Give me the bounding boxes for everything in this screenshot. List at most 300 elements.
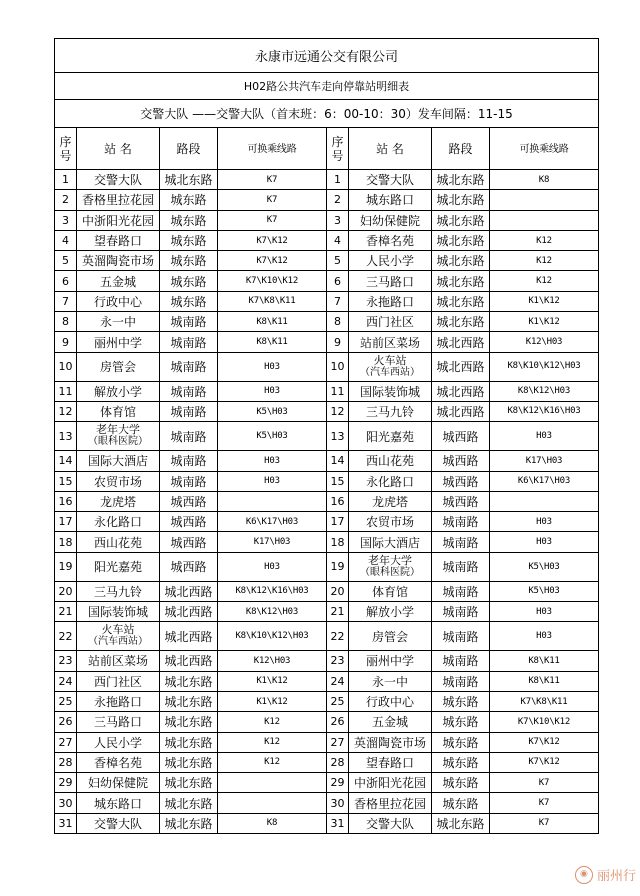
- seq-number: 29: [327, 773, 349, 793]
- transfer-lines: K12: [490, 251, 599, 271]
- station-name: [349, 671, 432, 691]
- table-row: [55, 291, 599, 311]
- table-row: [55, 210, 599, 230]
- station-name: [349, 170, 432, 190]
- road-name: 城北西路: [160, 651, 218, 671]
- road-name: 城南路: [160, 381, 218, 401]
- seq-number: 6: [55, 271, 77, 291]
- station-name: [77, 752, 160, 772]
- transfer-lines: K1\K12: [218, 691, 327, 711]
- road-name: 城东路: [432, 752, 490, 772]
- station-name-text: 阳光嘉苑: [93, 560, 142, 575]
- seq-number: 4: [327, 230, 349, 250]
- transfer-lines: H03: [490, 422, 599, 451]
- road-name: 城北东路: [432, 813, 490, 833]
- station-name-text: 龙虎塔: [99, 495, 136, 509]
- seq-number: 15: [327, 471, 349, 491]
- road-name: 城南路: [160, 352, 218, 381]
- station-name-text: 香格里拉花园: [81, 193, 154, 208]
- station-name-text: 国际大酒店: [359, 535, 420, 550]
- road-name: 城北东路: [432, 312, 490, 332]
- transfer-lines: K8\K10\K12\H03: [490, 352, 599, 381]
- transfer-lines: K5\H03: [490, 552, 599, 581]
- seq-number: 1: [327, 170, 349, 190]
- road-name: 城北东路: [160, 712, 218, 732]
- station-name: [77, 691, 160, 711]
- station-name: [349, 752, 432, 772]
- station-name-text: 香樟名苑: [365, 234, 414, 249]
- transfer-lines: K8\K12\H03: [490, 381, 599, 401]
- seq-number: 5: [55, 251, 77, 271]
- header-lines-left: [218, 128, 327, 170]
- seq-number: 8: [327, 312, 349, 332]
- road-name: 城北东路: [432, 271, 490, 291]
- seq-number: 26: [55, 712, 77, 732]
- table-row: [55, 512, 599, 532]
- station-name: [77, 190, 160, 210]
- table-row: [55, 190, 599, 210]
- station-name: [77, 512, 160, 532]
- table-row: [55, 793, 599, 813]
- transfer-lines: K5\H03: [490, 581, 599, 601]
- station-name-text: 交警大队: [365, 816, 414, 831]
- seq-number: 5: [327, 251, 349, 271]
- transfer-lines: H03: [218, 552, 327, 581]
- road-name: 城北西路: [160, 581, 218, 601]
- seq-number: 31: [55, 813, 77, 833]
- table-row: [55, 491, 599, 511]
- seq-number: 9: [327, 332, 349, 352]
- station-name-text: 西门社区: [365, 315, 414, 330]
- station-name-note: （眼科医院）: [88, 436, 148, 448]
- header-seq-left: [55, 128, 77, 170]
- station-name-text: 行政中心: [93, 294, 142, 309]
- road-name: 城东路: [160, 271, 218, 291]
- transfer-lines: H03: [490, 532, 599, 552]
- station-name: [77, 471, 160, 491]
- transfer-lines: K12: [490, 271, 599, 291]
- station-name: [349, 552, 432, 581]
- transfer-lines: K7\K10\K12: [490, 712, 599, 732]
- road-name: 城北西路: [432, 332, 490, 352]
- road-name: 城南路: [432, 581, 490, 601]
- station-name-text: 西山花苑: [93, 535, 142, 550]
- station-name: [77, 552, 160, 581]
- seq-number: 25: [327, 691, 349, 711]
- station-name: [349, 312, 432, 332]
- station-name: [77, 773, 160, 793]
- station-name: [349, 381, 432, 401]
- road-name: 城东路: [432, 773, 490, 793]
- seq-number: 24: [55, 671, 77, 691]
- seq-number: 22: [55, 622, 77, 651]
- road-name: 城北东路: [432, 190, 490, 210]
- table-row: [55, 471, 599, 491]
- station-name-text: 中浙阳光花园: [353, 776, 426, 791]
- table-row: [55, 271, 599, 291]
- station-name-text: 交警大队: [93, 173, 142, 188]
- station-name: [349, 773, 432, 793]
- station-name: [349, 691, 432, 711]
- seq-number: 22: [327, 622, 349, 651]
- station-name-text: 英溜陶瓷市场: [81, 254, 154, 269]
- station-name-note: （汽车西站）: [360, 366, 420, 378]
- road-name: 城南路: [160, 312, 218, 332]
- table-row: [55, 671, 599, 691]
- road-name: 城东路: [160, 291, 218, 311]
- watermark: [575, 865, 636, 884]
- road-name: 城东路: [160, 210, 218, 230]
- station-name-text: 解放小学: [365, 605, 414, 620]
- station-name-text: 三马路口: [93, 715, 142, 730]
- table-subtitle: H02路公共汽车走向停靠站明细表: [55, 73, 599, 100]
- road-name: 城北东路: [160, 671, 218, 691]
- transfer-lines: H03: [218, 451, 327, 471]
- transfer-lines: K17\H03: [218, 532, 327, 552]
- transfer-lines: [490, 210, 599, 230]
- station-name-text: 房管会: [99, 360, 136, 375]
- road-name: 城北东路: [432, 230, 490, 250]
- station-name-text: 国际装饰城: [87, 605, 148, 620]
- road-name: 城北东路: [160, 813, 218, 833]
- seq-number: 11: [55, 381, 77, 401]
- table-row: [55, 651, 599, 671]
- seq-number: 7: [327, 291, 349, 311]
- transfer-lines: K8\K11: [490, 671, 599, 691]
- transfer-lines: K6\K17\H03: [490, 471, 599, 491]
- transfer-lines: K8\K12\K16\H03: [490, 401, 599, 421]
- table-row: [55, 773, 599, 793]
- table-row: [55, 312, 599, 332]
- station-name-text: 体育馆: [371, 584, 408, 599]
- seq-number: 21: [327, 602, 349, 622]
- transfer-lines: K7: [490, 813, 599, 833]
- station-name-text: 火车站: [373, 353, 407, 367]
- station-name: [349, 210, 432, 230]
- table-row: [55, 401, 599, 421]
- header-road-right: 路段: [432, 128, 490, 170]
- transfer-lines: K5\H03: [218, 422, 327, 451]
- station-name: [77, 291, 160, 311]
- station-name-text: 中浙阳光花园: [81, 213, 154, 228]
- transfer-lines: K8\K10\K12\H03: [218, 622, 327, 651]
- station-name-text: 城东路口: [93, 796, 142, 811]
- transfer-lines: K8: [490, 170, 599, 190]
- table-row: [55, 752, 599, 772]
- seq-number: 3: [327, 210, 349, 230]
- road-name: 城北东路: [160, 691, 218, 711]
- transfer-lines: K7: [218, 170, 327, 190]
- seq-number: 12: [327, 401, 349, 421]
- station-name: [349, 271, 432, 291]
- road-name: 城西路: [160, 491, 218, 511]
- seq-number: 27: [55, 732, 77, 752]
- station-name: [349, 230, 432, 250]
- seq-number: 11: [327, 381, 349, 401]
- station-name-text: 三马路口: [365, 274, 414, 289]
- station-name-text: 五金城: [99, 274, 136, 289]
- station-name-text: 妇幼保健院: [359, 213, 420, 228]
- seq-number: 20: [327, 581, 349, 601]
- transfer-lines: K1\K12: [490, 312, 599, 332]
- station-name-text: 五金城: [371, 715, 408, 730]
- station-name-text: 永化路口: [365, 474, 414, 489]
- route-info: 交警大队 ——交警大队（首末班：6：00-10：30）发车间隔：11-15: [55, 100, 599, 128]
- road-name: 城东路: [432, 793, 490, 813]
- station-name: [349, 401, 432, 421]
- table-row: [55, 532, 599, 552]
- table-row: [55, 170, 599, 190]
- header-lines-label: 可换乘线路: [519, 143, 569, 155]
- table-row: [55, 352, 599, 381]
- station-name: [77, 381, 160, 401]
- station-name: [349, 732, 432, 752]
- station-name-text: 城东路口: [365, 193, 414, 208]
- table-row: [55, 251, 599, 271]
- road-name: 城北西路: [432, 352, 490, 381]
- road-name: 城东路: [432, 691, 490, 711]
- table-row: [55, 332, 599, 352]
- transfer-lines: H03: [490, 602, 599, 622]
- station-name: [77, 210, 160, 230]
- transfer-lines: K1\K12: [218, 671, 327, 691]
- station-name: [77, 712, 160, 732]
- station-name-text: 三马九铃: [93, 584, 142, 599]
- station-name: [77, 602, 160, 622]
- transfer-lines: K8\K11: [490, 651, 599, 671]
- station-name-text: 丽州中学: [93, 335, 142, 350]
- station-name-text: 国际大酒店: [87, 454, 148, 469]
- station-name: [349, 251, 432, 271]
- station-name-text: 火车站: [101, 623, 135, 637]
- station-name-text: 永一中: [99, 315, 136, 330]
- station-name-text: 交警大队: [365, 173, 414, 188]
- transfer-lines: K7\K12: [218, 251, 327, 271]
- seq-number: 25: [55, 691, 77, 711]
- seq-number: 24: [327, 671, 349, 691]
- road-name: 城东路: [432, 712, 490, 732]
- header-seq-label: 序号: [331, 134, 344, 163]
- header-lines-label: 可换乘线路: [247, 143, 297, 155]
- seq-number: 13: [327, 422, 349, 451]
- watermark-text: 丽州行: [596, 869, 636, 884]
- station-name-text: 老年大学: [96, 423, 140, 437]
- station-name: [349, 332, 432, 352]
- transfer-lines: K12: [218, 732, 327, 752]
- seq-number: 19: [55, 552, 77, 581]
- station-name-text: 三马九铃: [365, 405, 414, 420]
- station-name-text: 老年大学: [368, 553, 412, 567]
- transfer-lines: K7\K8\K11: [218, 291, 327, 311]
- road-name: 城西路: [432, 451, 490, 471]
- station-name: [77, 671, 160, 691]
- seq-number: 16: [55, 491, 77, 511]
- transfer-lines: [218, 491, 327, 511]
- station-name: [77, 332, 160, 352]
- station-name: [77, 581, 160, 601]
- seq-number: 10: [55, 352, 77, 381]
- station-name: [77, 271, 160, 291]
- seq-number: 2: [55, 190, 77, 210]
- road-name: 城北东路: [160, 170, 218, 190]
- table-row: [55, 381, 599, 401]
- station-name: [77, 732, 160, 752]
- road-name: 城南路: [160, 401, 218, 421]
- transfer-lines: K1\K12: [490, 291, 599, 311]
- station-name: [349, 422, 432, 451]
- seq-number: 16: [327, 491, 349, 511]
- transfer-lines: K6\K17\H03: [218, 512, 327, 532]
- station-name-text: 龙虎塔: [371, 495, 408, 509]
- seq-number: 13: [55, 422, 77, 451]
- road-name: 城南路: [160, 451, 218, 471]
- seq-number: 7: [55, 291, 77, 311]
- seq-number: 18: [55, 532, 77, 552]
- table-row: [55, 230, 599, 250]
- transfer-lines: K7\K8\K11: [490, 691, 599, 711]
- road-name: 城东路: [160, 230, 218, 250]
- header-seq-label: 序号: [59, 134, 72, 163]
- seq-number: 26: [327, 712, 349, 732]
- station-name-text: 阳光嘉苑: [365, 429, 414, 444]
- station-name: [77, 170, 160, 190]
- station-name: [349, 512, 432, 532]
- station-name-text: 香格里拉花园: [353, 796, 426, 811]
- station-name-text: 妇幼保健院: [87, 776, 148, 791]
- table-row: [55, 813, 599, 833]
- seq-number: 28: [327, 752, 349, 772]
- header-lines-right: [490, 128, 599, 170]
- station-name-text: 望春路口: [93, 234, 142, 249]
- wechat-logo-icon: ◉: [575, 866, 593, 884]
- seq-number: 18: [327, 532, 349, 552]
- transfer-lines: [218, 773, 327, 793]
- company-title: 永康市远通公交有限公司: [55, 39, 599, 73]
- station-name: [77, 251, 160, 271]
- station-name: [77, 422, 160, 451]
- seq-number: 2: [327, 190, 349, 210]
- table-row: [55, 732, 599, 752]
- station-name: [77, 622, 160, 651]
- station-name: [77, 793, 160, 813]
- transfer-lines: K7\K10\K12: [218, 271, 327, 291]
- seq-number: 21: [55, 602, 77, 622]
- header-road-left: 路段: [160, 128, 218, 170]
- road-name: 城西路: [160, 532, 218, 552]
- station-name-text: 永拖路口: [93, 695, 142, 710]
- transfer-lines: K7\K12: [218, 230, 327, 250]
- station-name: [349, 352, 432, 381]
- station-name-text: 永化路口: [93, 515, 142, 530]
- seq-number: 4: [55, 230, 77, 250]
- transfer-lines: K12: [490, 230, 599, 250]
- road-name: 城北东路: [432, 251, 490, 271]
- transfer-lines: K8\K12\H03: [218, 602, 327, 622]
- road-name: 城南路: [432, 532, 490, 552]
- road-name: 城北西路: [432, 381, 490, 401]
- station-name: [349, 291, 432, 311]
- road-name: 城西路: [432, 471, 490, 491]
- road-name: 城北西路: [160, 602, 218, 622]
- station-name: [349, 813, 432, 833]
- station-schedule-table: [54, 38, 599, 834]
- road-name: 城西路: [432, 422, 490, 451]
- road-name: 城南路: [432, 651, 490, 671]
- transfer-lines: K7: [490, 793, 599, 813]
- seq-number: 29: [55, 773, 77, 793]
- seq-number: 14: [55, 451, 77, 471]
- seq-number: 27: [327, 732, 349, 752]
- station-name-text: 人民小学: [93, 735, 142, 750]
- seq-number: 12: [55, 401, 77, 421]
- station-name: [77, 401, 160, 421]
- station-name-text: 行政中心: [365, 695, 414, 710]
- seq-number: 23: [327, 651, 349, 671]
- header-station-right: 站 名: [349, 128, 432, 170]
- station-name-text: 国际装饰城: [359, 384, 420, 399]
- station-name: [349, 491, 432, 511]
- road-name: 城北东路: [432, 170, 490, 190]
- table-row: [55, 581, 599, 601]
- seq-number: 30: [327, 793, 349, 813]
- station-name-text: 望春路口: [365, 755, 414, 770]
- transfer-lines: H03: [218, 352, 327, 381]
- road-name: 城西路: [160, 512, 218, 532]
- station-name-text: 站前区菜场: [359, 335, 420, 350]
- road-name: 城北东路: [160, 732, 218, 752]
- station-name: [77, 230, 160, 250]
- road-name: 城东路: [160, 190, 218, 210]
- road-name: 城南路: [160, 471, 218, 491]
- transfer-lines: [218, 793, 327, 813]
- transfer-lines: K8\K11: [218, 312, 327, 332]
- table-row: [55, 602, 599, 622]
- transfer-lines: K12\H03: [218, 651, 327, 671]
- road-name: 城东路: [160, 251, 218, 271]
- station-name: [349, 651, 432, 671]
- header-seq-right: [327, 128, 349, 170]
- transfer-lines: H03: [218, 381, 327, 401]
- station-name-text: 体育馆: [99, 405, 136, 420]
- table-row: [55, 712, 599, 732]
- station-name: [349, 532, 432, 552]
- station-name: [349, 190, 432, 210]
- station-name-text: 永一中: [371, 674, 408, 689]
- seq-number: 3: [55, 210, 77, 230]
- seq-number: 15: [55, 471, 77, 491]
- station-name: [349, 451, 432, 471]
- station-name-text: 英溜陶瓷市场: [353, 735, 426, 750]
- transfer-lines: K8\K12\K16\H03: [218, 581, 327, 601]
- seq-number: 6: [327, 271, 349, 291]
- seq-number: 17: [55, 512, 77, 532]
- station-name-text: 永拖路口: [365, 294, 414, 309]
- station-name: [77, 491, 160, 511]
- road-name: 城东路: [432, 732, 490, 752]
- road-name: 城南路: [432, 512, 490, 532]
- road-name: 城西路: [432, 491, 490, 511]
- road-name: 城南路: [432, 552, 490, 581]
- transfer-lines: K7: [490, 773, 599, 793]
- transfer-lines: H03: [490, 622, 599, 651]
- road-name: 城北东路: [160, 773, 218, 793]
- station-name-text: 交警大队: [93, 816, 142, 831]
- station-name-text: 西山花苑: [365, 454, 414, 469]
- station-name-text: 农贸市场: [93, 474, 142, 489]
- road-name: 城北东路: [160, 793, 218, 813]
- seq-number: 10: [327, 352, 349, 381]
- transfer-lines: K8\K11: [218, 332, 327, 352]
